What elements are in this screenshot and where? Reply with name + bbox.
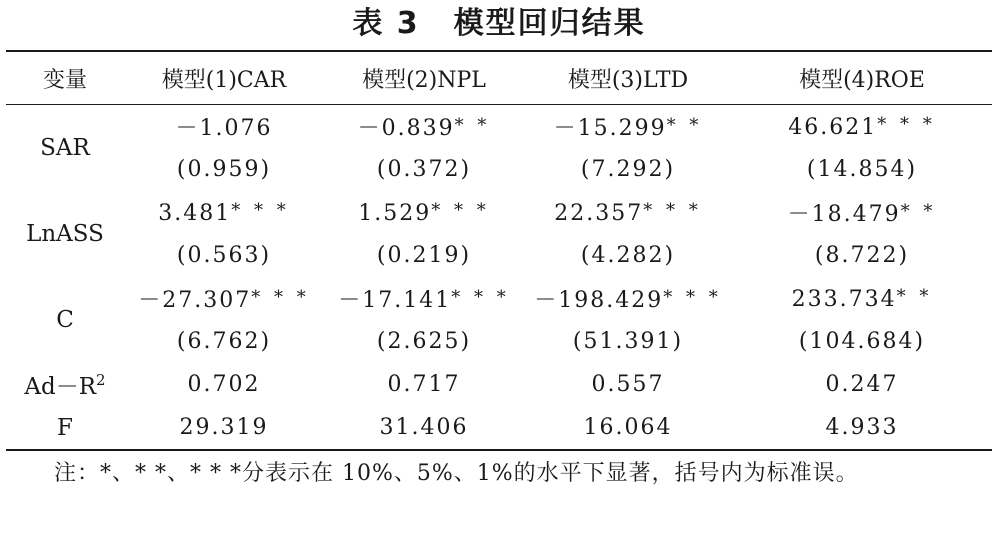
header-model-2: 模型(2)NPL xyxy=(362,67,486,93)
coef-value: －18.479 xyxy=(787,202,901,227)
se-cell: (4.282) xyxy=(580,243,676,268)
adj-r2-row xyxy=(6,363,992,406)
f-stat-row xyxy=(6,406,992,450)
coef-cell xyxy=(324,191,524,234)
regression-table xyxy=(6,50,992,451)
coef-cell xyxy=(124,277,324,320)
table-title xyxy=(0,2,998,46)
coef-cell xyxy=(124,191,324,234)
adj-r2-value: 0.717 xyxy=(387,372,461,397)
se-cell: (0.219) xyxy=(376,243,472,268)
significance-stars: * * xyxy=(900,201,937,222)
coef-value: －0.839 xyxy=(357,116,455,141)
coef-value: －27.307 xyxy=(138,288,252,313)
se-cell: (7.292) xyxy=(580,157,676,182)
significance-stars: * * * xyxy=(877,113,936,135)
se-cell: (14.854) xyxy=(806,157,918,182)
se-cell: (6.762) xyxy=(176,329,272,354)
adj-r2-label-text: Ad－R xyxy=(24,374,97,400)
significance-stars: * * * xyxy=(451,287,510,308)
adj-r2-superscript: 2 xyxy=(96,371,106,389)
significance-stars: * * xyxy=(896,285,933,307)
adj-r2-value: 0.557 xyxy=(591,372,665,397)
coef-value: 46.621 xyxy=(788,114,878,140)
coef-cell xyxy=(324,277,524,320)
coef-value: －17.141 xyxy=(338,288,452,313)
coef-value: 1.529 xyxy=(358,200,432,226)
significance-stars: * * * xyxy=(231,199,290,221)
adj-r2-label xyxy=(6,363,124,406)
table-number: 表 3 xyxy=(352,6,420,41)
significance-stars: * * xyxy=(454,115,491,136)
significance-stars: * * * xyxy=(663,287,722,308)
coef-row xyxy=(6,277,992,320)
header-model-3: 模型(3)LTD xyxy=(567,67,689,93)
adj-r2-value: 0.247 xyxy=(825,372,899,397)
coef-value: －1.076 xyxy=(175,116,273,141)
coef-cell xyxy=(524,191,732,234)
coef-row xyxy=(6,105,992,149)
f-stat-value: 4.933 xyxy=(825,415,899,440)
significance-stars: * * * xyxy=(643,199,702,221)
f-stat-value: 29.319 xyxy=(179,415,269,440)
header-model-4: 模型(4)ROE xyxy=(799,67,925,93)
coef-cell xyxy=(524,277,732,320)
f-stat-value: 31.406 xyxy=(379,415,469,440)
coef-row xyxy=(6,191,992,234)
table-footnote: 注：*、* *、* * *分表示在 10%、5%、1%的水平下显著，括号内为标准误。 xyxy=(54,461,859,486)
se-cell: (0.959) xyxy=(176,157,272,182)
header-model-1: 模型(1)CAR xyxy=(161,67,287,93)
header-variable: 变量 xyxy=(42,67,87,93)
adj-r2-value: 0.702 xyxy=(187,372,261,397)
variable-name: C xyxy=(56,307,74,333)
coef-cell xyxy=(124,105,324,149)
coef-cell xyxy=(732,191,992,234)
coef-cell xyxy=(732,277,992,320)
se-row xyxy=(6,320,992,363)
significance-stars: * * xyxy=(666,115,703,136)
table-caption: 模型回归结果 xyxy=(453,6,646,41)
coef-value: 22.357 xyxy=(554,200,644,226)
coef-value: －198.429 xyxy=(534,288,664,313)
se-cell: (0.563) xyxy=(176,243,272,268)
coef-value: －15.299 xyxy=(553,116,667,141)
significance-stars: * * * xyxy=(431,199,490,221)
coef-cell xyxy=(732,105,992,149)
se-cell: (2.625) xyxy=(376,329,472,354)
variable-name: SAR xyxy=(40,135,90,161)
variable-name: LnASS xyxy=(26,221,104,247)
f-stat-value: 16.064 xyxy=(583,415,673,440)
coef-cell xyxy=(524,105,732,149)
se-row xyxy=(6,234,992,277)
header-row xyxy=(6,51,992,105)
se-cell: (8.722) xyxy=(814,243,910,268)
se-cell: (104.684) xyxy=(798,329,926,354)
coef-cell xyxy=(324,105,524,149)
f-stat-label: F xyxy=(57,414,73,441)
se-row xyxy=(6,148,992,191)
significance-stars: * * * xyxy=(251,287,310,308)
se-cell: (51.391) xyxy=(572,329,684,354)
coef-value: 233.734 xyxy=(791,286,897,312)
se-cell: (0.372) xyxy=(376,157,472,182)
coef-value: 3.481 xyxy=(158,200,232,226)
